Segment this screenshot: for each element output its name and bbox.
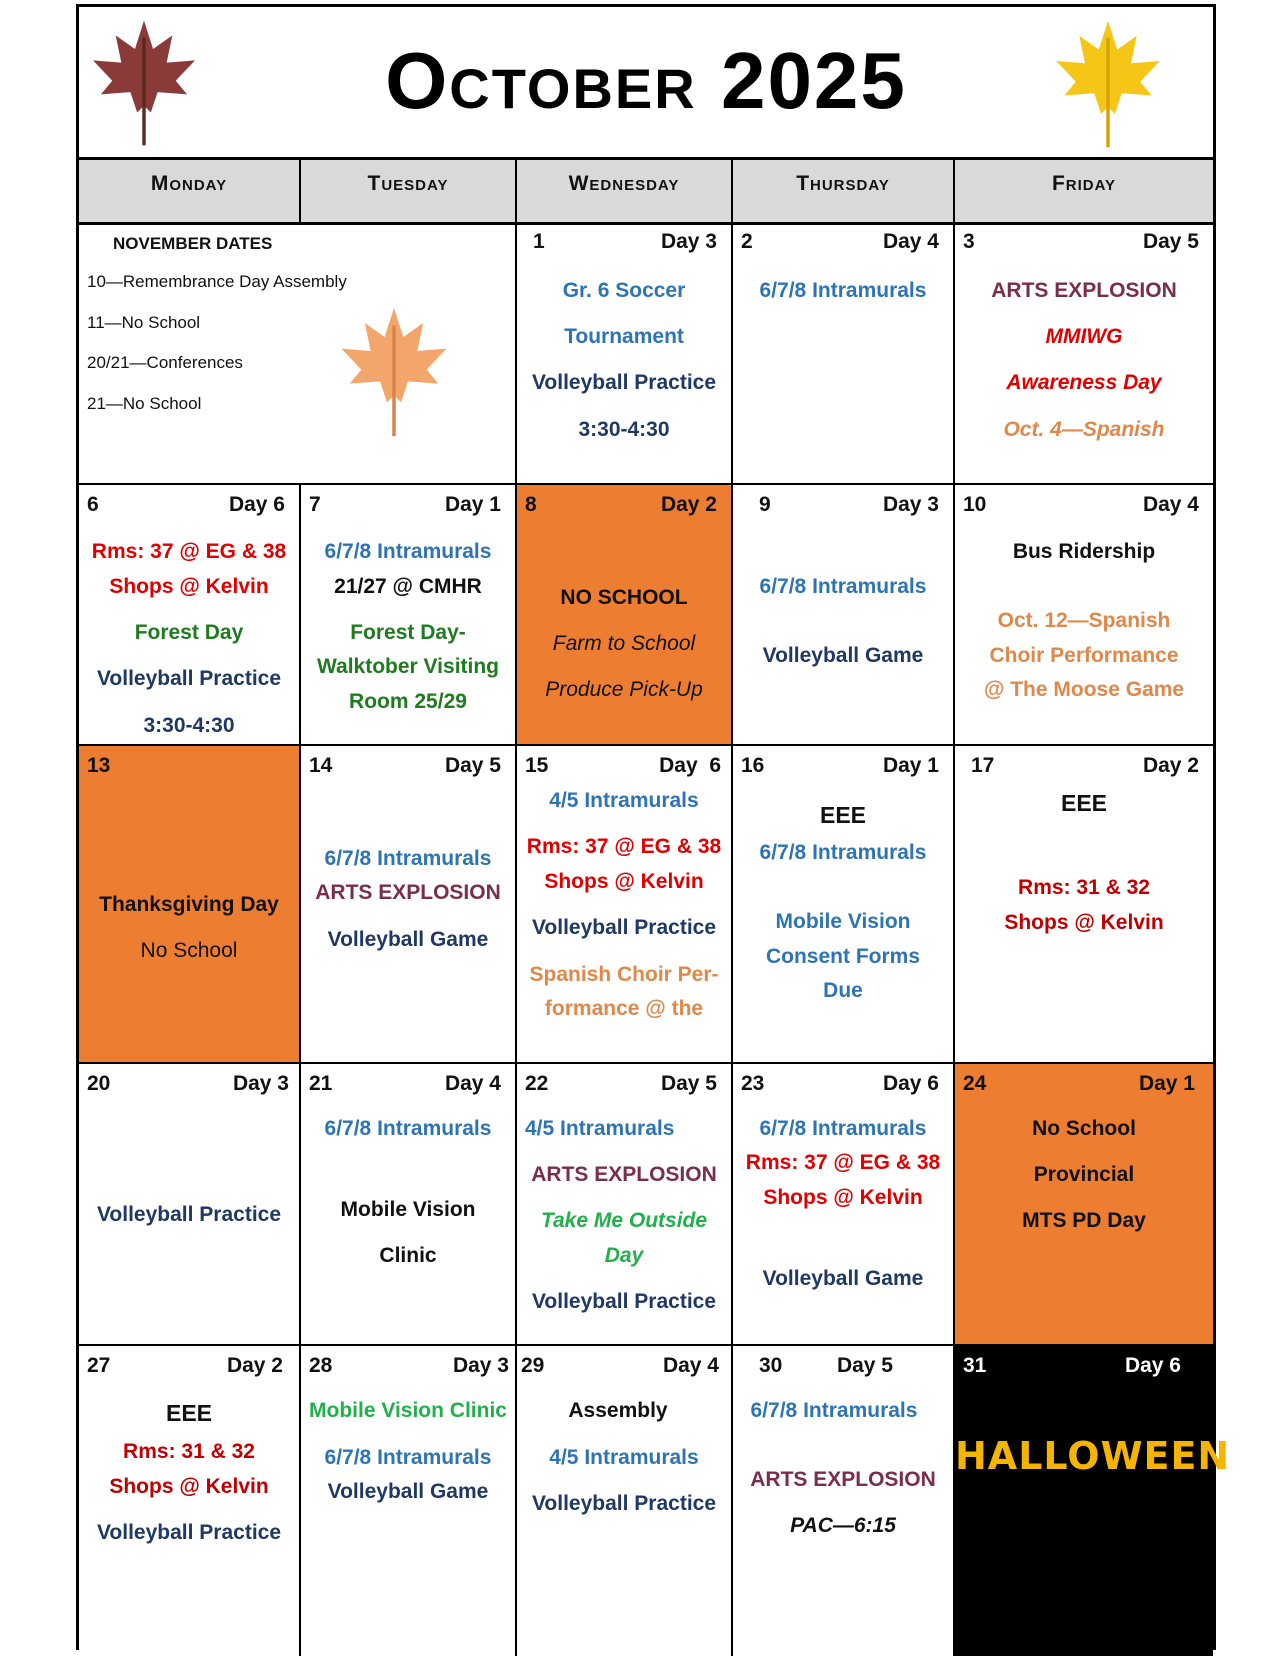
event-text: 3:30-4:30 [143, 714, 235, 737]
cycle-day: Day 5 [836, 1354, 893, 1377]
day-cell-31 [955, 1346, 1231, 1656]
event-text: Rms: 31 & 32 [123, 1440, 255, 1463]
cycle-day: Day 3 [452, 1354, 509, 1377]
november-item: 11—No School [87, 313, 201, 332]
event-text: Provincial [1033, 1163, 1135, 1186]
event-text: Spanish Choir Per- [529, 963, 719, 986]
day-cell-1 [517, 222, 733, 483]
day-number: 8 [525, 493, 537, 516]
event-text: Take Me Outside [540, 1209, 708, 1232]
event-text: Volleyball Game [327, 928, 489, 951]
day-cell-7 [301, 485, 517, 744]
day-cell-24 [955, 1064, 1213, 1344]
event-text: 6/7/8 Intramurals [324, 847, 492, 870]
november-item: 21—No School [87, 394, 202, 413]
day-number: 3 [963, 230, 975, 253]
event-text: Shops @ Kelvin [1004, 911, 1164, 934]
event-text: MMIWG [1045, 325, 1123, 348]
cycle-day: Day 3 [882, 493, 939, 516]
event-text: formance @ the [544, 997, 704, 1020]
day-cell-17 [955, 746, 1213, 1062]
day-number: 23 [741, 1072, 765, 1095]
event-text: 3:30-4:30 [578, 418, 670, 441]
cycle-day: Day 5 [660, 1072, 717, 1095]
event-text: MTS PD Day [1022, 1209, 1146, 1232]
day-number: 22 [525, 1072, 549, 1095]
day-cell-21 [301, 1064, 517, 1344]
week-row-1 [79, 222, 1213, 485]
day-cell-30 [733, 1346, 955, 1656]
day-number: 17 [971, 754, 995, 777]
day-number: 24 [963, 1072, 987, 1095]
orange-maple-leaf-icon [335, 302, 453, 442]
november-item: 20/21—Conferences [87, 353, 243, 372]
weekday-tuesday: Tuesday [301, 160, 517, 222]
event-text: 4/5 Intramurals [525, 1117, 675, 1140]
event-text: No School [140, 939, 238, 962]
event-text: Mobile Vision [340, 1198, 476, 1221]
cycle-day: Day 3 [660, 230, 717, 253]
day-cell-13 [79, 746, 301, 1062]
event-text: 4/5 Intramurals [549, 1446, 699, 1469]
day-number: 6 [87, 493, 99, 516]
event-text: Choir Performance [989, 644, 1179, 667]
event-text: Volleyball Practice [96, 667, 282, 690]
event-text: Oct. 12—Spanish [997, 609, 1171, 632]
calendar-frame [76, 4, 1231, 1650]
event-text: Rms: 37 @ EG & 38 [745, 1151, 941, 1174]
event-text: Forest Day- [350, 621, 466, 644]
day-cell-10 [955, 485, 1213, 744]
day-number: 13 [87, 754, 111, 777]
day-cell-3 [955, 222, 1213, 483]
event-text: Rms: 31 & 32 [1018, 876, 1150, 899]
event-text: ARTS EXPLOSION [991, 279, 1177, 302]
cycle-day: Day 5 [1142, 230, 1199, 253]
weekday-wednesday: Wednesday [517, 160, 733, 222]
event-text: Shops @ Kelvin [763, 1186, 923, 1209]
calendar-header [79, 7, 1213, 157]
event-text: Volleyball Practice [531, 916, 717, 939]
calendar-grid [79, 157, 1231, 1544]
weekday-thursday: Thursday [733, 160, 955, 222]
event-text: Volleyball Practice [531, 1492, 717, 1515]
event-text: Farm to School [552, 632, 696, 655]
day-number: 14 [309, 754, 333, 777]
november-item: 10—Remembrance Day Assembly [87, 272, 347, 291]
event-text: ARTS EXPLOSION [531, 1163, 717, 1186]
day-cell-20 [79, 1064, 301, 1344]
event-text: Volleyball Practice [531, 371, 717, 394]
cycle-day: Day 6 [1124, 1354, 1181, 1377]
event-text: Forest Day [134, 621, 244, 644]
day-number: 16 [741, 754, 765, 777]
day-cell-8 [517, 485, 733, 744]
day-number: 21 [309, 1072, 333, 1095]
event-text: Shops @ Kelvin [109, 1475, 269, 1498]
event-text: Tournament [564, 325, 684, 348]
event-text: EEE [819, 802, 867, 828]
day-number: 29 [521, 1354, 545, 1377]
event-text: Day [604, 1244, 644, 1267]
event-text: Shops @ Kelvin [544, 870, 704, 893]
cycle-day: Day 1 [882, 754, 939, 777]
event-text: Mobile Vision [775, 910, 911, 933]
event-text: Room 25/29 [349, 690, 467, 713]
event-text: Volleyball Game [327, 1480, 489, 1503]
event-text: Awareness Day [1006, 371, 1162, 394]
event-text: Volleyball Practice [96, 1203, 282, 1226]
cycle-day: Day 2 [226, 1354, 283, 1377]
event-text: 6/7/8 Intramurals [759, 1117, 927, 1140]
event-text: Thanksgiving Day [99, 893, 279, 916]
page-title: October 2025 [385, 36, 907, 125]
event-text: 6/7/8 Intramurals [324, 1446, 492, 1469]
halloween-text: HALLOWEEN [955, 1434, 1231, 1478]
day-cell-22 [517, 1064, 733, 1344]
day-cell-14 [301, 746, 517, 1062]
cycle-day: Day 1 [444, 493, 501, 516]
event-text: Consent Forms [765, 945, 920, 968]
cycle-day: Day 4 [1142, 493, 1199, 516]
november-heading: NOVEMBER DATES [113, 234, 273, 253]
event-text: 4/5 Intramurals [549, 789, 699, 812]
day-cell-2 [733, 222, 955, 483]
week-row-2 [79, 485, 1213, 746]
day-number: 9 [759, 493, 771, 516]
event-text: Oct. 4—Spanish [1003, 418, 1165, 441]
day-number: 30 [759, 1354, 783, 1377]
event-text: Volleyball Game [762, 1267, 924, 1290]
event-text: Volleyball Practice [531, 1290, 717, 1313]
event-text: 6/7/8 Intramurals [759, 575, 927, 598]
week-row-3 [79, 746, 1213, 1064]
event-text: 6/7/8 Intramurals [759, 279, 927, 302]
event-text: @ The Moose Game [983, 678, 1185, 701]
event-text: Assembly [568, 1399, 668, 1422]
event-text: 6/7/8 Intramurals [759, 841, 927, 864]
day-number: 28 [309, 1354, 333, 1377]
week-row-4 [79, 1064, 1213, 1346]
day-cell-23 [733, 1064, 955, 1344]
november-dates-cell [79, 222, 517, 483]
day-cell-28 [301, 1346, 517, 1656]
event-text: Rms: 37 @ EG & 38 [526, 835, 722, 858]
event-text: No School [1032, 1117, 1136, 1140]
event-text: 6/7/8 Intramurals [324, 1117, 492, 1140]
event-text: Volleyball Practice [96, 1521, 282, 1544]
day-number: 2 [741, 230, 753, 253]
event-text: Bus Ridership [1012, 540, 1156, 563]
cycle-day: Day 2 [1142, 754, 1199, 777]
event-text: Mobile Vision Clinic [309, 1399, 507, 1422]
event-text: ARTS EXPLOSION [750, 1468, 936, 1491]
event-text: Volleyball Game [762, 644, 924, 667]
event-text: PAC—6:15 [790, 1514, 896, 1537]
day-number: 15 [525, 754, 549, 777]
day-cell-29 [517, 1346, 733, 1656]
day-number: 27 [87, 1354, 111, 1377]
event-text: Clinic [379, 1244, 437, 1267]
event-text: ARTS EXPLOSION [315, 881, 501, 904]
event-text: Gr. 6 Soccer [562, 279, 686, 302]
day-number: 31 [963, 1354, 987, 1377]
day-cell-15 [517, 746, 733, 1062]
day-cell-6 [79, 485, 301, 744]
weekday-monday: Monday [79, 160, 301, 222]
day-number: 10 [963, 493, 987, 516]
day-number: 1 [533, 230, 545, 253]
event-text: Produce Pick-Up [545, 678, 703, 701]
cycle-day: Day 4 [444, 1072, 501, 1095]
event-text: NO SCHOOL [560, 586, 688, 609]
day-number: 20 [87, 1072, 111, 1095]
event-text: Due [823, 979, 863, 1002]
event-text: Rms: 37 @ EG & 38 [91, 540, 287, 563]
day-cell-9 [733, 485, 955, 744]
event-text: 6/7/8 Intramurals [750, 1399, 918, 1422]
cycle-day: Day 2 [660, 493, 717, 516]
cycle-day: Day 5 [444, 754, 501, 777]
event-text: EEE [165, 1400, 213, 1426]
cycle-day: Day 4 [662, 1354, 719, 1377]
weekday-header [79, 160, 1213, 225]
cycle-day: Day 3 [232, 1072, 289, 1095]
cycle-day: Day 6 [659, 754, 721, 777]
event-text: Walktober Visiting [316, 655, 500, 678]
day-cell-27 [79, 1346, 301, 1656]
yellow-maple-leaf-icon [1047, 15, 1169, 153]
event-text: 21/27 @ CMHR [334, 575, 482, 598]
cycle-day: Day 4 [882, 230, 939, 253]
week-row-5 [79, 1346, 1231, 1656]
cycle-day: Day 6 [882, 1072, 939, 1095]
weekday-friday: Friday [1051, 172, 1117, 195]
event-text: Shops @ Kelvin [109, 575, 269, 598]
event-text: EEE [1060, 790, 1108, 816]
event-text: 6/7/8 Intramurals [324, 540, 492, 563]
day-cell-16 [733, 746, 955, 1062]
cycle-day: Day 6 [228, 493, 285, 516]
day-number: 7 [309, 493, 321, 516]
cycle-day: Day 1 [1138, 1072, 1195, 1095]
